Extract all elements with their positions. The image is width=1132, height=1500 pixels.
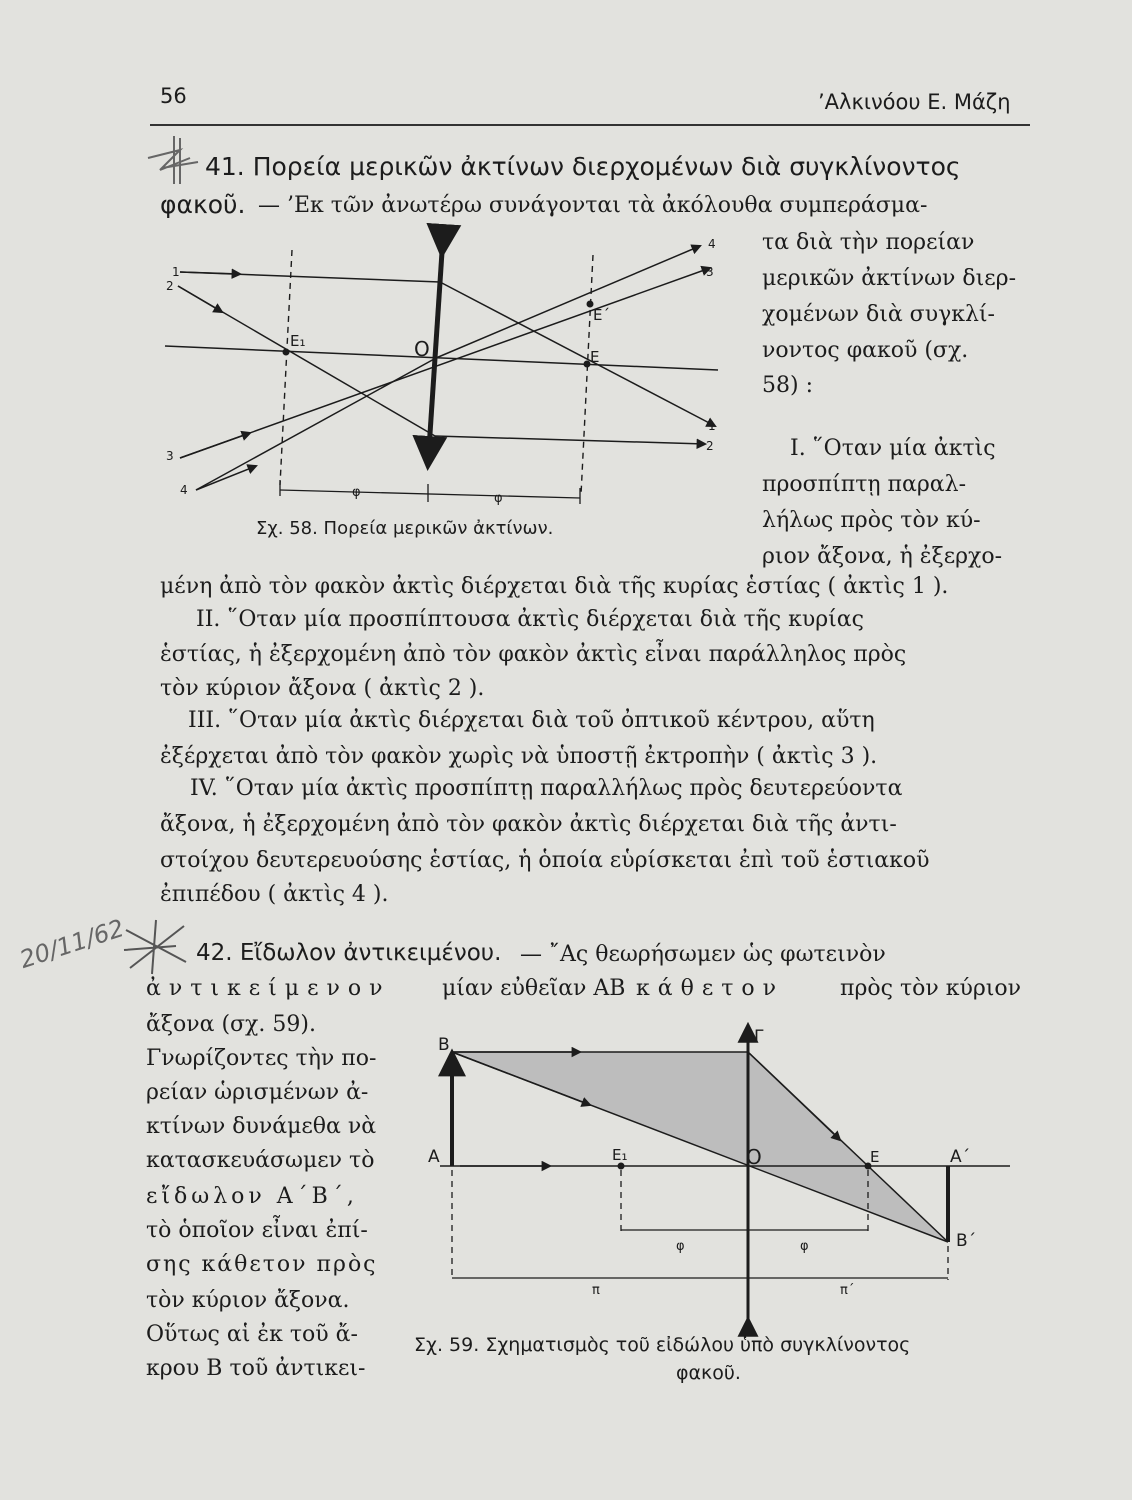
section-42-column: κατασκευάσωμεν τὸ xyxy=(146,1148,375,1173)
figure-58 xyxy=(160,237,740,540)
section-41-text: νοντος φακοῦ (σχ. xyxy=(762,338,969,363)
section-42-text: ἄξονα (σχ. 59). xyxy=(146,1012,316,1037)
figure-59-caption-end: φακοῦ. xyxy=(676,1362,741,1384)
label-pi: π xyxy=(592,1283,600,1298)
ray-label-1: 1 xyxy=(172,265,180,279)
rule-2-text: τὸν κύριον ἄξονα ( ἀκτὶς 2 ). xyxy=(160,676,485,701)
rule-1-text: προσπίπτῃ παραλ- xyxy=(762,472,967,497)
label-B-prime: B΄ xyxy=(956,1231,977,1251)
section-42-text: πρὸς τὸν κύριον xyxy=(840,976,1022,1001)
section-42-text: μίαν εὐθεῖαν ΑΒ xyxy=(442,976,626,1001)
header-rule xyxy=(150,124,1030,126)
rule-1-text: μένη ἀπὸ τὸν φακὸν ἀκτὶς διέρχεται διὰ τῆς κυρίας ἑστίας ( ἀκτὶς 1 ). xyxy=(160,574,949,599)
section-42-column: τὸ ὁποῖον εἶναι ἐπί- xyxy=(146,1218,368,1243)
label-A-prime: A΄ xyxy=(950,1147,971,1167)
section-42-column: κρου Β τοῦ ἀντικει- xyxy=(146,1356,366,1381)
margin-scribble-top xyxy=(140,128,210,188)
ray-label-1-out: 1 xyxy=(708,419,716,433)
rule-4-text: ἐπιπέδου ( ἀκτὶς 4 ). xyxy=(160,882,389,907)
margin-scribble-bottom xyxy=(116,916,196,976)
label-E1: E₁ xyxy=(612,1146,628,1164)
section-42-column: Γνωρίζοντες τὴν πο- xyxy=(146,1046,377,1071)
label-pi-prime: π΄ xyxy=(840,1283,855,1298)
rule-3-text: III. ῞Οταν μία ἀκτὶς διέρχεται διὰ τοῦ ὀπτικοῦ κέντρου, αὕτη xyxy=(188,708,875,733)
rule-1-text: I. ῞Οταν μία ἀκτὶς xyxy=(790,436,996,461)
section-42-column: σης κάθετον πρὸς xyxy=(146,1252,378,1277)
running-title: ’Αλκινόου Ε. Μάζη xyxy=(818,90,1011,114)
section-41-intro: — ’Εκ τῶν ἀνωτέρω συνάγονται τὰ ἀκόλουθα συμπεράσμα- xyxy=(258,193,928,218)
section-41-text: τα διὰ τὴν πορείαν xyxy=(762,230,975,255)
ray-label-3: 3 xyxy=(166,449,174,463)
section-42-column: κτίνων δυνάμεθα νὰ xyxy=(146,1114,377,1139)
section-42-column: εἴδωλον Α΄Β΄, xyxy=(146,1184,358,1209)
ray-label-2-out: 2 xyxy=(706,439,714,453)
label-A: A xyxy=(428,1147,440,1167)
margin-date-note: 20/11/62 xyxy=(16,914,128,974)
rule-4-text: στοίχου δευτερευούσης ἑστίας, ἡ ὁποία εὑρίσκεται ἐπὶ τοῦ ἑστιακοῦ xyxy=(160,848,930,873)
label-E: E xyxy=(590,348,600,366)
rule-2-text: ἑστίας, ἡ ἐξερχομένη ἀπὸ τὸν φακὸν ἀκτὶς εἶναι παράλληλος πρὸς xyxy=(160,642,907,667)
label-B: B xyxy=(438,1035,450,1055)
section-41-text: χομένων διὰ συγκλί- xyxy=(762,302,995,327)
figure-59-caption: Σχ. 59. Σχηματισμὸς τοῦ εἰδώλου ὑπὸ συγκλίνοντος xyxy=(414,1334,911,1356)
rule-4-text: ἄξονα, ἡ ἐξερχομένη ἀπὸ τὸν φακὸν ἀκτὶς διέρχεται διὰ τῆς ἀντι- xyxy=(160,812,897,837)
page-number: 56 xyxy=(160,84,187,108)
label-O: O xyxy=(414,337,430,361)
focal-plane-right xyxy=(581,255,593,495)
rule-4-text: IV. ῞Οταν μία ἀκτὶς προσπίπτῃ παραλλήλως πρὸς δευτερεύοντα xyxy=(190,776,903,801)
figure-59 xyxy=(420,1020,1020,1330)
label-E-prime: E΄ xyxy=(593,306,610,324)
section-41-title: 41. Πορεία μερικῶν ἀκτίνων διερχομένων διὰ συγκλίνοντος xyxy=(205,152,961,181)
section-41-title-end: φακοῦ. xyxy=(160,190,246,219)
section-42-text: — ῎Ας θεωρήσωμεν ὡς φωτεινὸν xyxy=(520,942,886,967)
rule-2-text: II. ῞Οταν μία προσπίπτουσα ἀκτὶς διέρχεται διὰ τῆς κυρίας xyxy=(196,607,864,632)
figure-58-caption: Σχ. 58. Πορεία μερικῶν ἀκτίνων. xyxy=(256,518,554,539)
section-42-title: 42. Εἴδωλον ἀντικειμένου. xyxy=(196,940,502,966)
label-phi-left: φ xyxy=(676,1239,685,1254)
label-phi-right: φ xyxy=(800,1239,809,1254)
label-E: E xyxy=(870,1148,880,1166)
rule-3-text: ἐξέρχεται ἀπὸ τὸν φακὸν χωρὶς νὰ ὑποστῇ ἐκτροπὴν ( ἀκτὶς 3 ). xyxy=(160,744,878,769)
section-41-text: 58) : xyxy=(762,373,813,398)
section-42-text: ἀντικείμενον xyxy=(146,976,391,1001)
rule-1-text: λήλως πρὸς τὸν κύ- xyxy=(762,508,981,533)
focal-plane-left xyxy=(280,250,292,485)
rule-1-text: ριον ἄξονα, ἡ ἐξερχο- xyxy=(762,544,1003,569)
ray-label-4: 4 xyxy=(180,483,188,497)
section-42-column: Οὕτως αἱ ἐκ τοῦ ἄ- xyxy=(146,1322,358,1347)
label-E1: E₁ xyxy=(290,332,306,350)
section-42-text: κάθετον xyxy=(636,976,785,1001)
label-Gamma: Γ xyxy=(754,1027,764,1047)
ray-label-3-out: 3 xyxy=(706,265,714,279)
label-phi-right: φ xyxy=(494,491,503,506)
label-O: O xyxy=(746,1145,762,1169)
focus-point-E1 xyxy=(283,349,290,356)
principal-axis xyxy=(165,346,718,370)
label-phi-left: φ xyxy=(352,485,361,500)
ray-label-4-out: 4 xyxy=(708,237,716,251)
section-42-column: τὸν κύριον ἄξονα. xyxy=(146,1288,350,1313)
section-41-text: μερικῶν ἀκτίνων διερ- xyxy=(762,266,1017,291)
ray-label-2: 2 xyxy=(166,279,174,293)
section-42-column: ρείαν ὡρισμένων ἀ- xyxy=(146,1080,369,1105)
